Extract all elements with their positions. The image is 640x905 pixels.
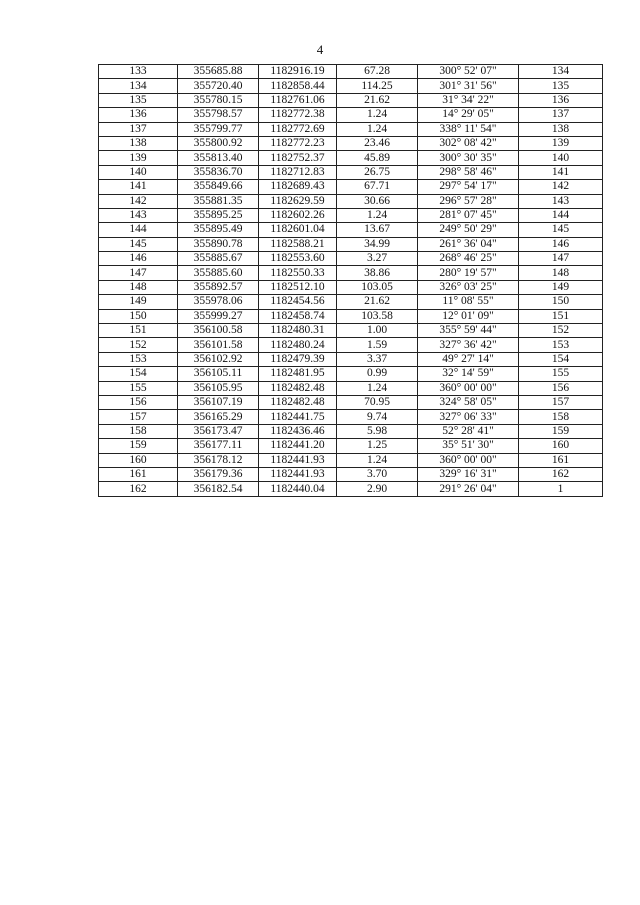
next-point-cell: 151	[519, 309, 603, 323]
next-point-cell: 155	[519, 367, 603, 381]
y-coordinate-cell: 1182772.69	[259, 122, 337, 136]
distance-cell: 67.28	[337, 65, 418, 79]
y-coordinate-cell: 1182436.46	[259, 424, 337, 438]
x-coordinate-cell: 355685.88	[178, 65, 259, 79]
bearing-cell: 301° 31' 56"	[418, 79, 519, 93]
y-coordinate-cell: 1182481.95	[259, 367, 337, 381]
x-coordinate-cell: 356105.95	[178, 381, 259, 395]
table-row	[99, 122, 603, 136]
y-coordinate-cell: 1182441.93	[259, 453, 337, 467]
x-coordinate-cell: 355890.78	[178, 237, 259, 251]
x-coordinate-cell: 355798.57	[178, 108, 259, 122]
x-coordinate-cell: 355881.35	[178, 194, 259, 208]
y-coordinate-cell: 1182588.21	[259, 237, 337, 251]
table-row	[99, 223, 603, 237]
table-row	[99, 108, 603, 122]
x-coordinate-cell: 355849.66	[178, 180, 259, 194]
point-id-cell: 156	[99, 395, 178, 409]
x-coordinate-cell: 356182.54	[178, 482, 259, 496]
bearing-cell: 249° 50' 29"	[418, 223, 519, 237]
point-id-cell: 136	[99, 108, 178, 122]
next-point-cell: 157	[519, 395, 603, 409]
table-row	[99, 453, 603, 467]
table-row	[99, 180, 603, 194]
next-point-cell: 142	[519, 180, 603, 194]
point-id-cell: 134	[99, 79, 178, 93]
next-point-cell: 161	[519, 453, 603, 467]
bearing-cell: 49° 27' 14"	[418, 352, 519, 366]
coordinate-table	[98, 64, 603, 497]
point-id-cell: 144	[99, 223, 178, 237]
y-coordinate-cell: 1182480.31	[259, 324, 337, 338]
next-point-cell: 152	[519, 324, 603, 338]
x-coordinate-cell: 356178.12	[178, 453, 259, 467]
next-point-cell: 138	[519, 122, 603, 136]
y-coordinate-cell: 1182601.04	[259, 223, 337, 237]
table-row	[99, 79, 603, 93]
next-point-cell: 159	[519, 424, 603, 438]
y-coordinate-cell: 1182602.26	[259, 208, 337, 222]
distance-cell: 5.98	[337, 424, 418, 438]
distance-cell: 26.75	[337, 165, 418, 179]
point-id-cell: 162	[99, 482, 178, 496]
distance-cell: 23.46	[337, 136, 418, 150]
distance-cell: 1.59	[337, 338, 418, 352]
y-coordinate-cell: 1182858.44	[259, 79, 337, 93]
bearing-cell: 326° 03' 25"	[418, 280, 519, 294]
x-coordinate-cell: 356105.11	[178, 367, 259, 381]
bearing-cell: 300° 30' 35"	[418, 151, 519, 165]
distance-cell: 30.66	[337, 194, 418, 208]
y-coordinate-cell: 1182772.23	[259, 136, 337, 150]
bearing-cell: 296° 57' 28"	[418, 194, 519, 208]
point-id-cell: 146	[99, 252, 178, 266]
distance-cell: 3.70	[337, 467, 418, 481]
y-coordinate-cell: 1182752.37	[259, 151, 337, 165]
point-id-cell: 148	[99, 280, 178, 294]
bearing-cell: 31° 34' 22"	[418, 93, 519, 107]
point-id-cell: 157	[99, 410, 178, 424]
table-row	[99, 136, 603, 150]
point-id-cell: 152	[99, 338, 178, 352]
point-id-cell: 145	[99, 237, 178, 251]
x-coordinate-cell: 356165.29	[178, 410, 259, 424]
x-coordinate-cell: 356179.36	[178, 467, 259, 481]
bearing-cell: 11° 08' 55"	[418, 295, 519, 309]
next-point-cell: 156	[519, 381, 603, 395]
table-row	[99, 381, 603, 395]
table-row	[99, 165, 603, 179]
distance-cell: 3.27	[337, 252, 418, 266]
bearing-cell: 360° 00' 00"	[418, 453, 519, 467]
table-row	[99, 324, 603, 338]
y-coordinate-cell: 1182761.06	[259, 93, 337, 107]
table-row	[99, 237, 603, 251]
next-point-cell: 134	[519, 65, 603, 79]
table-row	[99, 194, 603, 208]
x-coordinate-cell: 356107.19	[178, 395, 259, 409]
table-row	[99, 367, 603, 381]
y-coordinate-cell: 1182441.20	[259, 439, 337, 453]
point-id-cell: 138	[99, 136, 178, 150]
distance-cell: 70.95	[337, 395, 418, 409]
bearing-cell: 268° 46' 25"	[418, 252, 519, 266]
x-coordinate-cell: 356100.58	[178, 324, 259, 338]
point-id-cell: 133	[99, 65, 178, 79]
next-point-cell: 141	[519, 165, 603, 179]
y-coordinate-cell: 1182512.10	[259, 280, 337, 294]
distance-cell: 114.25	[337, 79, 418, 93]
bearing-cell: 355° 59' 44"	[418, 324, 519, 338]
point-id-cell: 149	[99, 295, 178, 309]
y-coordinate-cell: 1182553.60	[259, 252, 337, 266]
next-point-cell: 137	[519, 108, 603, 122]
table-row	[99, 338, 603, 352]
distance-cell: 13.67	[337, 223, 418, 237]
table-row	[99, 467, 603, 481]
x-coordinate-cell: 355885.67	[178, 252, 259, 266]
next-point-cell: 135	[519, 79, 603, 93]
point-id-cell: 160	[99, 453, 178, 467]
y-coordinate-cell: 1182440.04	[259, 482, 337, 496]
bearing-cell: 360° 00' 00"	[418, 381, 519, 395]
bearing-cell: 338° 11' 54"	[418, 122, 519, 136]
distance-cell: 21.62	[337, 93, 418, 107]
table-row	[99, 395, 603, 409]
y-coordinate-cell: 1182550.33	[259, 266, 337, 280]
y-coordinate-cell: 1182482.48	[259, 395, 337, 409]
y-coordinate-cell: 1182482.48	[259, 381, 337, 395]
next-point-cell: 160	[519, 439, 603, 453]
distance-cell: 1.24	[337, 381, 418, 395]
distance-cell: 34.99	[337, 237, 418, 251]
bearing-cell: 302° 08' 42"	[418, 136, 519, 150]
y-coordinate-cell: 1182458.74	[259, 309, 337, 323]
bearing-cell: 297° 54' 17"	[418, 180, 519, 194]
x-coordinate-cell: 355836.70	[178, 165, 259, 179]
bearing-cell: 324° 58' 05"	[418, 395, 519, 409]
bearing-cell: 52° 28' 41"	[418, 424, 519, 438]
y-coordinate-cell: 1182454.56	[259, 295, 337, 309]
bearing-cell: 329° 16' 31"	[418, 467, 519, 481]
distance-cell: 0.99	[337, 367, 418, 381]
next-point-cell: 158	[519, 410, 603, 424]
x-coordinate-cell: 355892.57	[178, 280, 259, 294]
y-coordinate-cell: 1182916.19	[259, 65, 337, 79]
bearing-cell: 281° 07' 45"	[418, 208, 519, 222]
y-coordinate-cell: 1182689.43	[259, 180, 337, 194]
next-point-cell: 162	[519, 467, 603, 481]
x-coordinate-cell: 355720.40	[178, 79, 259, 93]
next-point-cell: 154	[519, 352, 603, 366]
table-row	[99, 410, 603, 424]
distance-cell: 21.62	[337, 295, 418, 309]
bearing-cell: 35° 51' 30"	[418, 439, 519, 453]
bearing-cell: 280° 19' 57"	[418, 266, 519, 280]
point-id-cell: 137	[99, 122, 178, 136]
distance-cell: 9.74	[337, 410, 418, 424]
distance-cell: 67.71	[337, 180, 418, 194]
x-coordinate-cell: 355978.06	[178, 295, 259, 309]
table-row	[99, 280, 603, 294]
distance-cell: 1.24	[337, 108, 418, 122]
next-point-cell: 146	[519, 237, 603, 251]
distance-cell: 1.25	[337, 439, 418, 453]
x-coordinate-cell: 355780.15	[178, 93, 259, 107]
x-coordinate-cell: 355895.49	[178, 223, 259, 237]
distance-cell: 3.37	[337, 352, 418, 366]
next-point-cell: 139	[519, 136, 603, 150]
coordinate-table-body	[99, 65, 603, 497]
y-coordinate-cell: 1182772.38	[259, 108, 337, 122]
point-id-cell: 151	[99, 324, 178, 338]
table-row	[99, 424, 603, 438]
next-point-cell: 143	[519, 194, 603, 208]
table-row	[99, 352, 603, 366]
table-row	[99, 93, 603, 107]
point-id-cell: 143	[99, 208, 178, 222]
y-coordinate-cell: 1182629.59	[259, 194, 337, 208]
next-point-cell: 136	[519, 93, 603, 107]
x-coordinate-cell: 355885.60	[178, 266, 259, 280]
next-point-cell: 1	[519, 482, 603, 496]
bearing-cell: 14° 29' 05"	[418, 108, 519, 122]
distance-cell: 103.58	[337, 309, 418, 323]
x-coordinate-cell: 355800.92	[178, 136, 259, 150]
bearing-cell: 32° 14' 59"	[418, 367, 519, 381]
point-id-cell: 139	[99, 151, 178, 165]
bearing-cell: 327° 06' 33"	[418, 410, 519, 424]
distance-cell: 1.24	[337, 208, 418, 222]
x-coordinate-cell: 355999.27	[178, 309, 259, 323]
next-point-cell: 144	[519, 208, 603, 222]
x-coordinate-cell: 355799.77	[178, 122, 259, 136]
table-row	[99, 151, 603, 165]
table-row	[99, 295, 603, 309]
distance-cell: 45.89	[337, 151, 418, 165]
table-row	[99, 208, 603, 222]
point-id-cell: 154	[99, 367, 178, 381]
point-id-cell: 150	[99, 309, 178, 323]
distance-cell: 2.90	[337, 482, 418, 496]
bearing-cell: 291° 26' 04"	[418, 482, 519, 496]
next-point-cell: 149	[519, 280, 603, 294]
point-id-cell: 147	[99, 266, 178, 280]
next-point-cell: 148	[519, 266, 603, 280]
table-row	[99, 309, 603, 323]
point-id-cell: 140	[99, 165, 178, 179]
point-id-cell: 153	[99, 352, 178, 366]
y-coordinate-cell: 1182441.75	[259, 410, 337, 424]
table-row	[99, 439, 603, 453]
x-coordinate-cell: 356101.58	[178, 338, 259, 352]
x-coordinate-cell: 355895.25	[178, 208, 259, 222]
point-id-cell: 161	[99, 467, 178, 481]
table-row	[99, 252, 603, 266]
table-row	[99, 65, 603, 79]
point-id-cell: 135	[99, 93, 178, 107]
distance-cell: 1.00	[337, 324, 418, 338]
y-coordinate-cell: 1182479.39	[259, 352, 337, 366]
distance-cell: 38.86	[337, 266, 418, 280]
x-coordinate-cell: 356102.92	[178, 352, 259, 366]
table-row	[99, 266, 603, 280]
point-id-cell: 141	[99, 180, 178, 194]
x-coordinate-cell: 355813.40	[178, 151, 259, 165]
bearing-cell: 298° 58' 46"	[418, 165, 519, 179]
y-coordinate-cell: 1182441.93	[259, 467, 337, 481]
x-coordinate-cell: 356177.11	[178, 439, 259, 453]
next-point-cell: 145	[519, 223, 603, 237]
page-number: 4	[316, 42, 324, 57]
x-coordinate-cell: 356173.47	[178, 424, 259, 438]
next-point-cell: 153	[519, 338, 603, 352]
next-point-cell: 147	[519, 252, 603, 266]
distance-cell: 103.05	[337, 280, 418, 294]
bearing-cell: 12° 01' 09"	[418, 309, 519, 323]
point-id-cell: 159	[99, 439, 178, 453]
bearing-cell: 261° 36' 04"	[418, 237, 519, 251]
next-point-cell: 140	[519, 151, 603, 165]
point-id-cell: 155	[99, 381, 178, 395]
point-id-cell: 142	[99, 194, 178, 208]
bearing-cell: 327° 36' 42"	[418, 338, 519, 352]
table-row	[99, 482, 603, 496]
y-coordinate-cell: 1182712.83	[259, 165, 337, 179]
point-id-cell: 158	[99, 424, 178, 438]
y-coordinate-cell: 1182480.24	[259, 338, 337, 352]
next-point-cell: 150	[519, 295, 603, 309]
bearing-cell: 300° 52' 07"	[418, 65, 519, 79]
distance-cell: 1.24	[337, 453, 418, 467]
distance-cell: 1.24	[337, 122, 418, 136]
